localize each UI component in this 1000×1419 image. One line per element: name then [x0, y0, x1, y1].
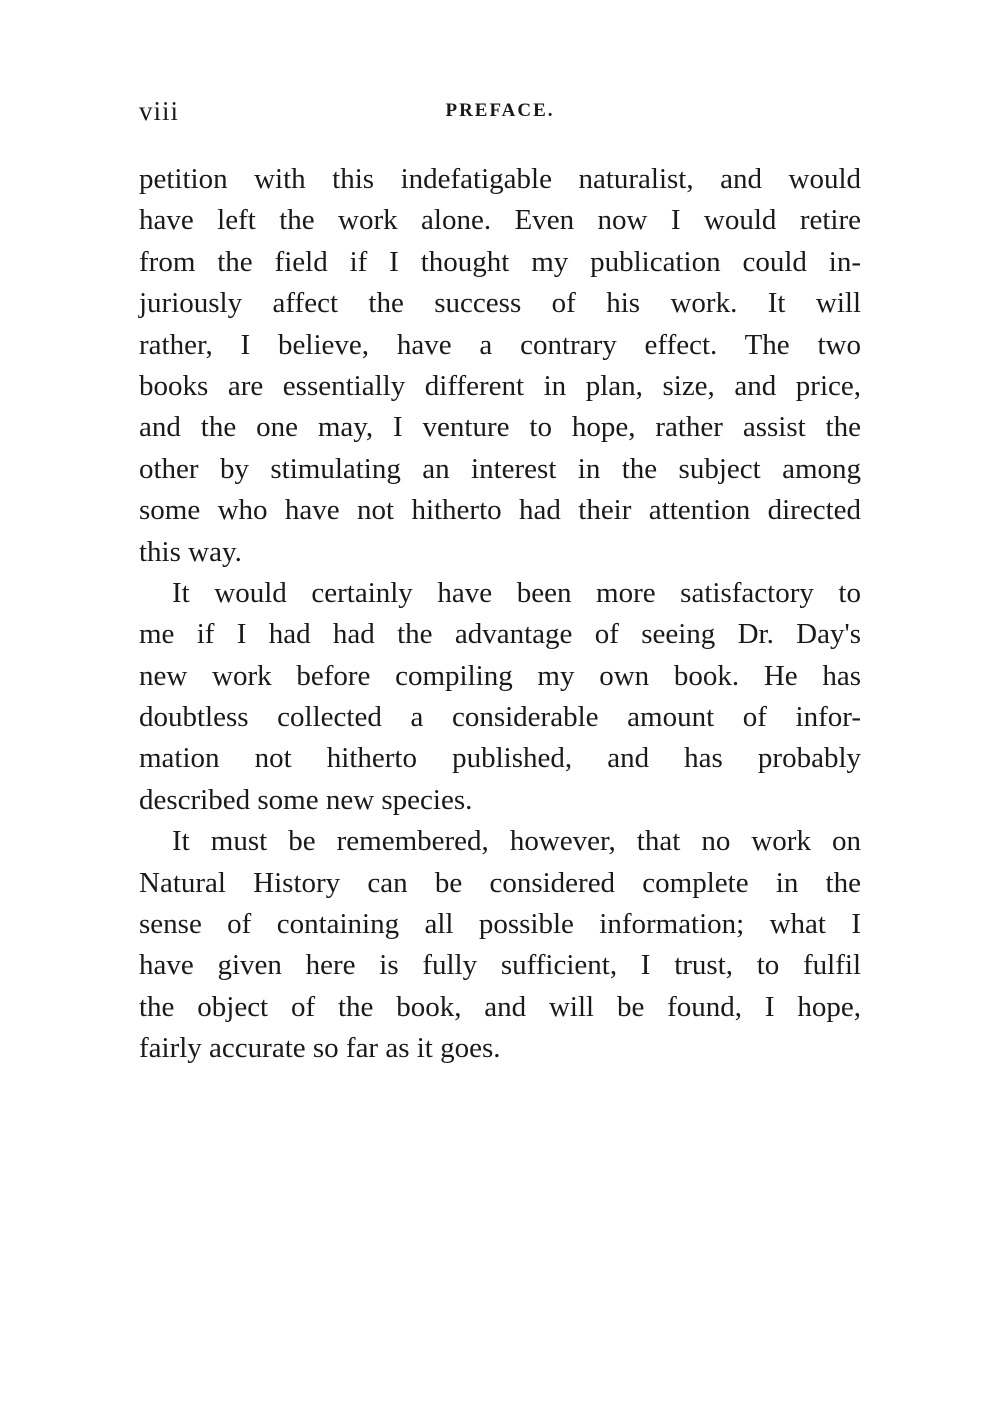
text-line: from the field if I thought my publication could in- — [139, 245, 861, 278]
page-number: viii — [139, 96, 180, 126]
running-head: PREFACE. — [445, 100, 555, 121]
page-header — [139, 96, 861, 136]
text-line: the object of the book, and will be found, I hope, — [139, 990, 861, 1023]
text-line: described some new species. — [139, 783, 473, 816]
text-line: me if I had had the advantage of seeing Dr. Day's — [139, 618, 861, 651]
body-text — [139, 159, 861, 1070]
text-line: fairly accurate so far as it goes. — [139, 1032, 501, 1065]
text-line: It must be remembered, however, that no work on — [172, 825, 861, 858]
text-line: and the one may, I venture to hope, rather assist the — [139, 411, 861, 444]
text-line: mation not hitherto published, and has probably — [139, 742, 861, 775]
text-line: petition with this indefatigable naturalist, and would — [139, 163, 861, 195]
paragraph — [139, 821, 861, 1069]
text-line: other by stimulating an interest in the subject among — [139, 452, 861, 485]
text-line: rather, I believe, have a contrary effect. The two — [139, 328, 861, 361]
text-line: have given here is fully sufficient, I trust, to fulfil — [139, 949, 861, 982]
text-line: new work before compiling my own book. He has — [139, 659, 861, 692]
text-line: this way. — [139, 535, 242, 568]
text-line: have left the work alone. Even now I would retire — [139, 204, 861, 237]
text-line: books are essentially different in plan, size, and price, — [139, 369, 861, 402]
text-line: Natural History can be considered complete in the — [139, 866, 861, 899]
paragraph — [139, 159, 861, 573]
text-line: sense of containing all possible information; what I — [139, 908, 861, 941]
text-line: some who have not hitherto had their attention directed — [139, 494, 861, 527]
text-line: juriously affect the success of his work. It will — [139, 287, 861, 320]
text-line: doubtless collected a considerable amount of infor- — [139, 701, 861, 734]
text-line: It would certainly have been more satisfactory to — [172, 576, 861, 609]
paragraph — [139, 573, 861, 821]
